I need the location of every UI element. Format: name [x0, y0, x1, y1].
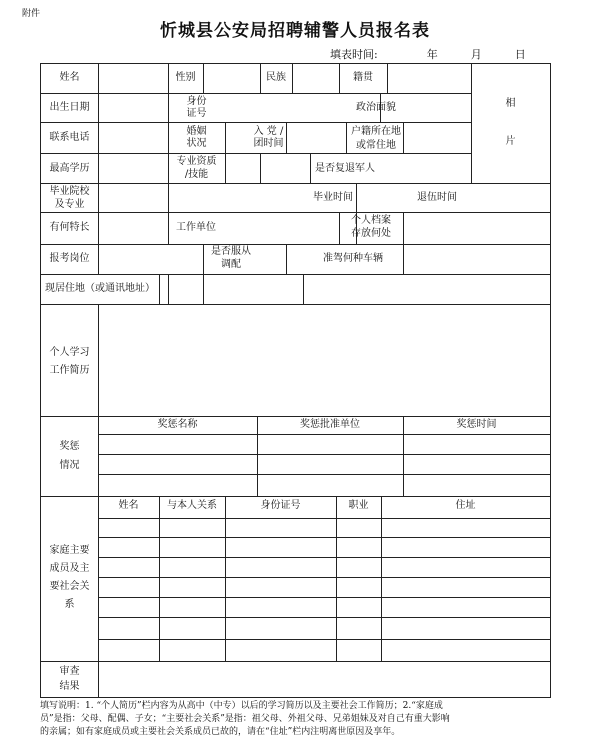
photo-label-1: 相	[505, 98, 516, 109]
fill-month: 月	[470, 48, 482, 61]
archive-field[interactable]	[404, 214, 550, 244]
photo-box[interactable]	[472, 65, 550, 183]
awards-col-name: 奖惩名称	[157, 419, 198, 430]
label-archive-1: 个人档案	[351, 215, 391, 226]
label-school-2: 及专业	[54, 199, 85, 210]
label-family-2: 成员及主	[49, 563, 90, 574]
family-col-id: 身份证号	[260, 500, 301, 511]
label-work-unit: 工作单位	[176, 222, 216, 233]
photo-label-2: 片	[505, 136, 516, 147]
awards-col-unit: 奖惩批准单位	[300, 419, 360, 430]
label-awards-2: 情况	[59, 460, 80, 471]
label-specialty: 有何特长	[49, 222, 90, 233]
label-party-2: 团时间	[253, 138, 284, 149]
label-resume-1: 个人学习	[49, 347, 90, 358]
label-gender: 性别	[175, 72, 196, 83]
label-native-place: 籍贯	[353, 72, 373, 83]
label-qualification-1: 专业资质	[176, 156, 217, 167]
attachment-label: 附件	[22, 9, 41, 19]
license-field[interactable]	[404, 245, 550, 274]
fill-year: 年	[426, 48, 438, 61]
address-field[interactable]	[160, 275, 550, 304]
position-field[interactable]	[99, 245, 202, 274]
label-political-status: 政治面貌	[356, 102, 396, 113]
review-field[interactable]	[99, 662, 550, 697]
label-obey-2: 调配	[221, 259, 241, 270]
label-graduation-time: 毕业时间	[313, 192, 353, 203]
awards-col-time: 奖惩时间	[456, 419, 497, 430]
label-retire-time: 退伍时间	[417, 192, 457, 203]
label-family-1: 家庭主要	[49, 545, 90, 556]
label-school-1: 毕业院校	[49, 186, 90, 197]
id-number-field[interactable]	[226, 95, 379, 122]
family-col-address: 住址	[455, 500, 476, 511]
label-id-number-1: 身份	[186, 96, 207, 107]
graduation-time-field[interactable]	[364, 185, 402, 212]
footer-note-line-2: 员”是指：父母、配偶、子女；“主要社会关系”是指：祖父母、外祖父母、兄弟姐妹及对自己有重大影响	[40, 714, 450, 724]
ethnicity-field[interactable]	[293, 65, 338, 93]
label-id-number-2: 证号	[186, 108, 207, 119]
footer-note-line-3: 的亲属；如有家庭成员或主要社会关系成员已故的，请在“住址”栏内注明离世原因及享年。	[40, 727, 401, 737]
label-license: 准驾何种车辆	[323, 253, 383, 264]
retire-time-field[interactable]	[472, 185, 550, 212]
label-awards-1: 奖惩	[59, 441, 80, 452]
label-family-4: 系	[64, 599, 75, 610]
label-obey-1: 是否服从	[211, 246, 251, 257]
label-position: 报考岗位	[49, 253, 90, 264]
work-unit-field[interactable]	[225, 214, 338, 244]
veteran-field[interactable]	[381, 155, 470, 183]
name-field[interactable]	[99, 65, 167, 93]
footer-note	[40, 700, 552, 739]
resume-field[interactable]	[99, 305, 550, 416]
label-birth-date: 出生日期	[49, 102, 90, 113]
school-field[interactable]	[99, 185, 303, 212]
label-ethnicity: 民族	[266, 72, 286, 83]
page-title: 忻城县公安局招聘辅警人员报名表	[160, 21, 430, 41]
label-veteran: 是否复退军人	[315, 163, 375, 174]
footer-note-line-1: 填写说明：1. “个人简历”栏内容为从高中（中专）以后的学习简历以及主要社会工作简历；2.“家庭成	[40, 701, 443, 711]
label-household-1: 户籍所在地	[351, 126, 401, 137]
fill-time	[330, 46, 526, 62]
label-marital-2: 状况	[186, 138, 207, 149]
label-name: 姓名	[59, 72, 80, 83]
awards-table-body[interactable]	[99, 435, 550, 496]
label-review-2: 结果	[59, 681, 80, 692]
registration-form	[40, 63, 551, 698]
label-qualification-2: /技能	[184, 169, 209, 180]
family-col-job: 职业	[348, 500, 369, 511]
family-col-name: 姓名	[118, 500, 139, 511]
obey-field[interactable]	[260, 245, 285, 274]
family-table-body[interactable]	[99, 519, 550, 661]
fill-time-label: 填表时间:	[330, 48, 378, 61]
specialty-field[interactable]	[99, 214, 167, 244]
family-col-relation: 与本人关系	[167, 500, 217, 511]
label-address: 现居住地（或通讯地址）	[45, 283, 155, 294]
label-resume-2: 工作简历	[49, 365, 90, 376]
label-review-1: 审查	[59, 666, 80, 677]
native-place-field[interactable]	[388, 65, 470, 93]
label-phone: 联系电话	[49, 132, 90, 143]
birth-date-field[interactable]	[99, 95, 167, 122]
household-field[interactable]	[404, 124, 470, 153]
political-status-field[interactable]	[404, 95, 470, 122]
education-field[interactable]	[99, 155, 167, 183]
phone-field[interactable]	[99, 124, 167, 153]
gender-field[interactable]	[204, 65, 259, 93]
fill-day: 日	[514, 48, 526, 61]
label-marital-1: 婚姻	[186, 126, 207, 137]
party-time-field[interactable]	[287, 124, 345, 153]
label-party-1: 入 党 /	[253, 126, 284, 137]
label-archive-2: 存放何处	[351, 228, 391, 239]
label-education: 最高学历	[49, 163, 90, 174]
marital-field[interactable]	[226, 124, 245, 153]
label-household-2: 或常住地	[356, 140, 396, 151]
label-family-3: 要社会关	[49, 581, 90, 592]
qualification-field[interactable]	[226, 155, 309, 183]
